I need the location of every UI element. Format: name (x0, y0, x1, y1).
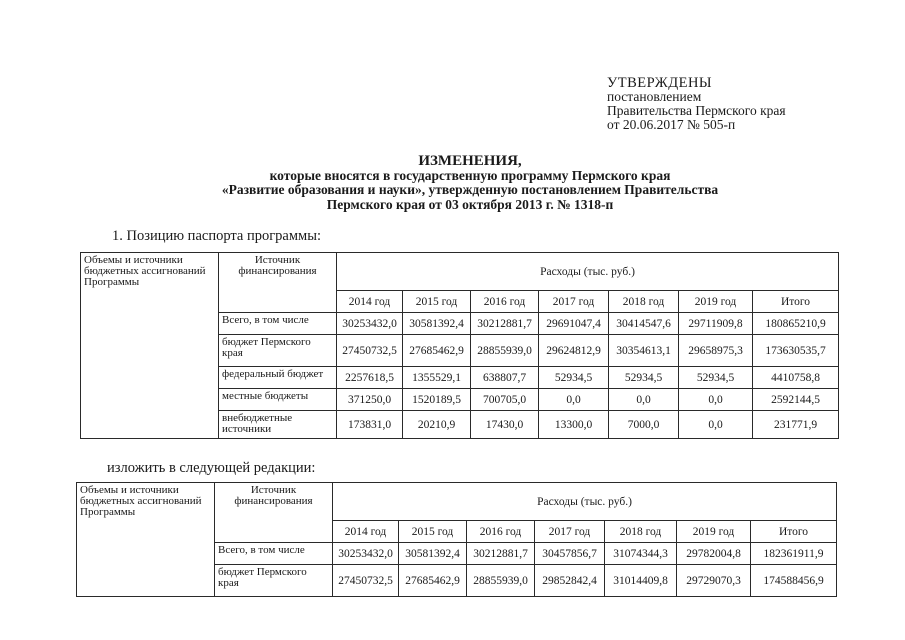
value-cell: 52934,5 (539, 367, 609, 389)
value-cell: 30253432,0 (333, 543, 399, 565)
value-cell: 29624812,9 (539, 335, 609, 367)
value-cell: 31014409,8 (605, 565, 677, 597)
value-cell: 28855939,0 (467, 565, 535, 597)
value-cell: 30457856,7 (535, 543, 605, 565)
value-cell: 371250,0 (337, 389, 403, 411)
table-new-body (77, 483, 837, 597)
year-header: 2016 год (471, 291, 539, 313)
source-cell: внебюджетные источники (219, 411, 337, 439)
value-cell: 13300,0 (539, 411, 609, 439)
heading-title: ИЗМЕНЕНИЯ, (418, 153, 522, 169)
year-header: 2014 год (333, 521, 399, 543)
year-header: 2016 год (467, 521, 535, 543)
value-cell: 29729070,3 (677, 565, 751, 597)
value-cell: 29782004,8 (677, 543, 751, 565)
value-cell: 182361911,9 (751, 543, 837, 565)
year-header: 2015 год (403, 291, 471, 313)
approval-line-2: Правительства Пермского края (607, 103, 786, 118)
value-cell: 0,0 (679, 389, 753, 411)
header-row (81, 253, 839, 291)
value-cell: 30212881,7 (467, 543, 535, 565)
table-old-version (80, 252, 839, 439)
year-header: Итого (751, 521, 837, 543)
approval-title: УТВЕРЖДЕНЫ (607, 75, 713, 91)
value-cell: 17430,0 (471, 411, 539, 439)
source-header: Источник финансирования (215, 483, 333, 543)
scope-label: Объемы и источники бюджетных ассигнований Программы (81, 253, 219, 439)
value-cell: 29658975,3 (679, 335, 753, 367)
value-cell: 180865210,9 (753, 313, 839, 335)
value-cell: 30581392,4 (403, 313, 471, 335)
value-cell: 30581392,4 (399, 543, 467, 565)
value-cell: 700705,0 (471, 389, 539, 411)
value-cell: 29691047,4 (539, 313, 609, 335)
value-cell: 638807,7 (471, 367, 539, 389)
value-cell: 231771,9 (753, 411, 839, 439)
year-header: 2019 год (677, 521, 751, 543)
approval-line-3: от 20.06.2017 № 505-п (607, 117, 736, 132)
year-header: 2019 год (679, 291, 753, 313)
value-cell: 30212881,7 (471, 313, 539, 335)
value-cell: 173630535,7 (753, 335, 839, 367)
year-header: 2017 год (539, 291, 609, 313)
point-text: 1. Позицию паспорта программы: (112, 228, 321, 244)
value-cell: 52934,5 (609, 367, 679, 389)
header-row (77, 483, 837, 521)
approval-line-1: постановлением (607, 89, 702, 104)
value-cell: 27450732,5 (337, 335, 403, 367)
source-cell: бюджет Пермского края (215, 565, 333, 597)
table-old-body (81, 253, 839, 439)
value-cell: 173831,0 (337, 411, 403, 439)
document-heading (150, 154, 790, 212)
table-new-version (76, 482, 837, 597)
year-header: Итого (753, 291, 839, 313)
year-header: 2018 год (605, 521, 677, 543)
value-cell: 1355529,1 (403, 367, 471, 389)
value-cell: 0,0 (679, 411, 753, 439)
source-cell: бюджет Пермского края (219, 335, 337, 367)
value-cell: 27685462,9 (399, 565, 467, 597)
value-cell: 29711909,8 (679, 313, 753, 335)
value-cell: 52934,5 (679, 367, 753, 389)
value-cell: 30354613,1 (609, 335, 679, 367)
value-cell: 0,0 (539, 389, 609, 411)
value-cell: 29852842,4 (535, 565, 605, 597)
year-header: 2015 год (399, 521, 467, 543)
heading-line-1: которые вносятся в государственную программу Пермского края (269, 167, 671, 183)
value-cell: 30414547,6 (609, 313, 679, 335)
source-cell: Всего, в том числе (219, 313, 337, 335)
value-cell: 1520189,5 (403, 389, 471, 411)
value-cell: 0,0 (609, 389, 679, 411)
value-cell: 27450732,5 (333, 565, 399, 597)
value-cell: 4410758,8 (753, 367, 839, 389)
scope-label: Объемы и источники бюджетных ассигнований Программы (77, 483, 215, 597)
value-cell: 174588456,9 (751, 565, 837, 597)
year-header: 2014 год (337, 291, 403, 313)
heading-line-3: Пермского края от 03 октября 2013 г. № 1318-п (326, 196, 614, 212)
value-cell: 7000,0 (609, 411, 679, 439)
value-cell: 30253432,0 (337, 313, 403, 335)
source-cell: местные бюджеты (219, 389, 337, 411)
value-cell: 2257618,5 (337, 367, 403, 389)
value-cell: 20210,9 (403, 411, 471, 439)
year-header: 2017 год (535, 521, 605, 543)
source-header: Источник финансирования (219, 253, 337, 313)
approval-block (607, 76, 786, 132)
value-cell: 27685462,9 (403, 335, 471, 367)
value-cell: 2592144,5 (753, 389, 839, 411)
spend-header: Расходы (тыс. руб.) (333, 483, 837, 521)
source-cell: федеральный бюджет (219, 367, 337, 389)
restate-text: изложить в следующей редакции: (107, 460, 316, 476)
year-header: 2018 год (609, 291, 679, 313)
value-cell: 28855939,0 (471, 335, 539, 367)
heading-line-2: «Развитие образования и науки», утвержденную постановлением Правительства (221, 182, 719, 197)
value-cell: 31074344,3 (605, 543, 677, 565)
spend-header: Расходы (тыс. руб.) (337, 253, 839, 291)
source-cell: Всего, в том числе (215, 543, 333, 565)
